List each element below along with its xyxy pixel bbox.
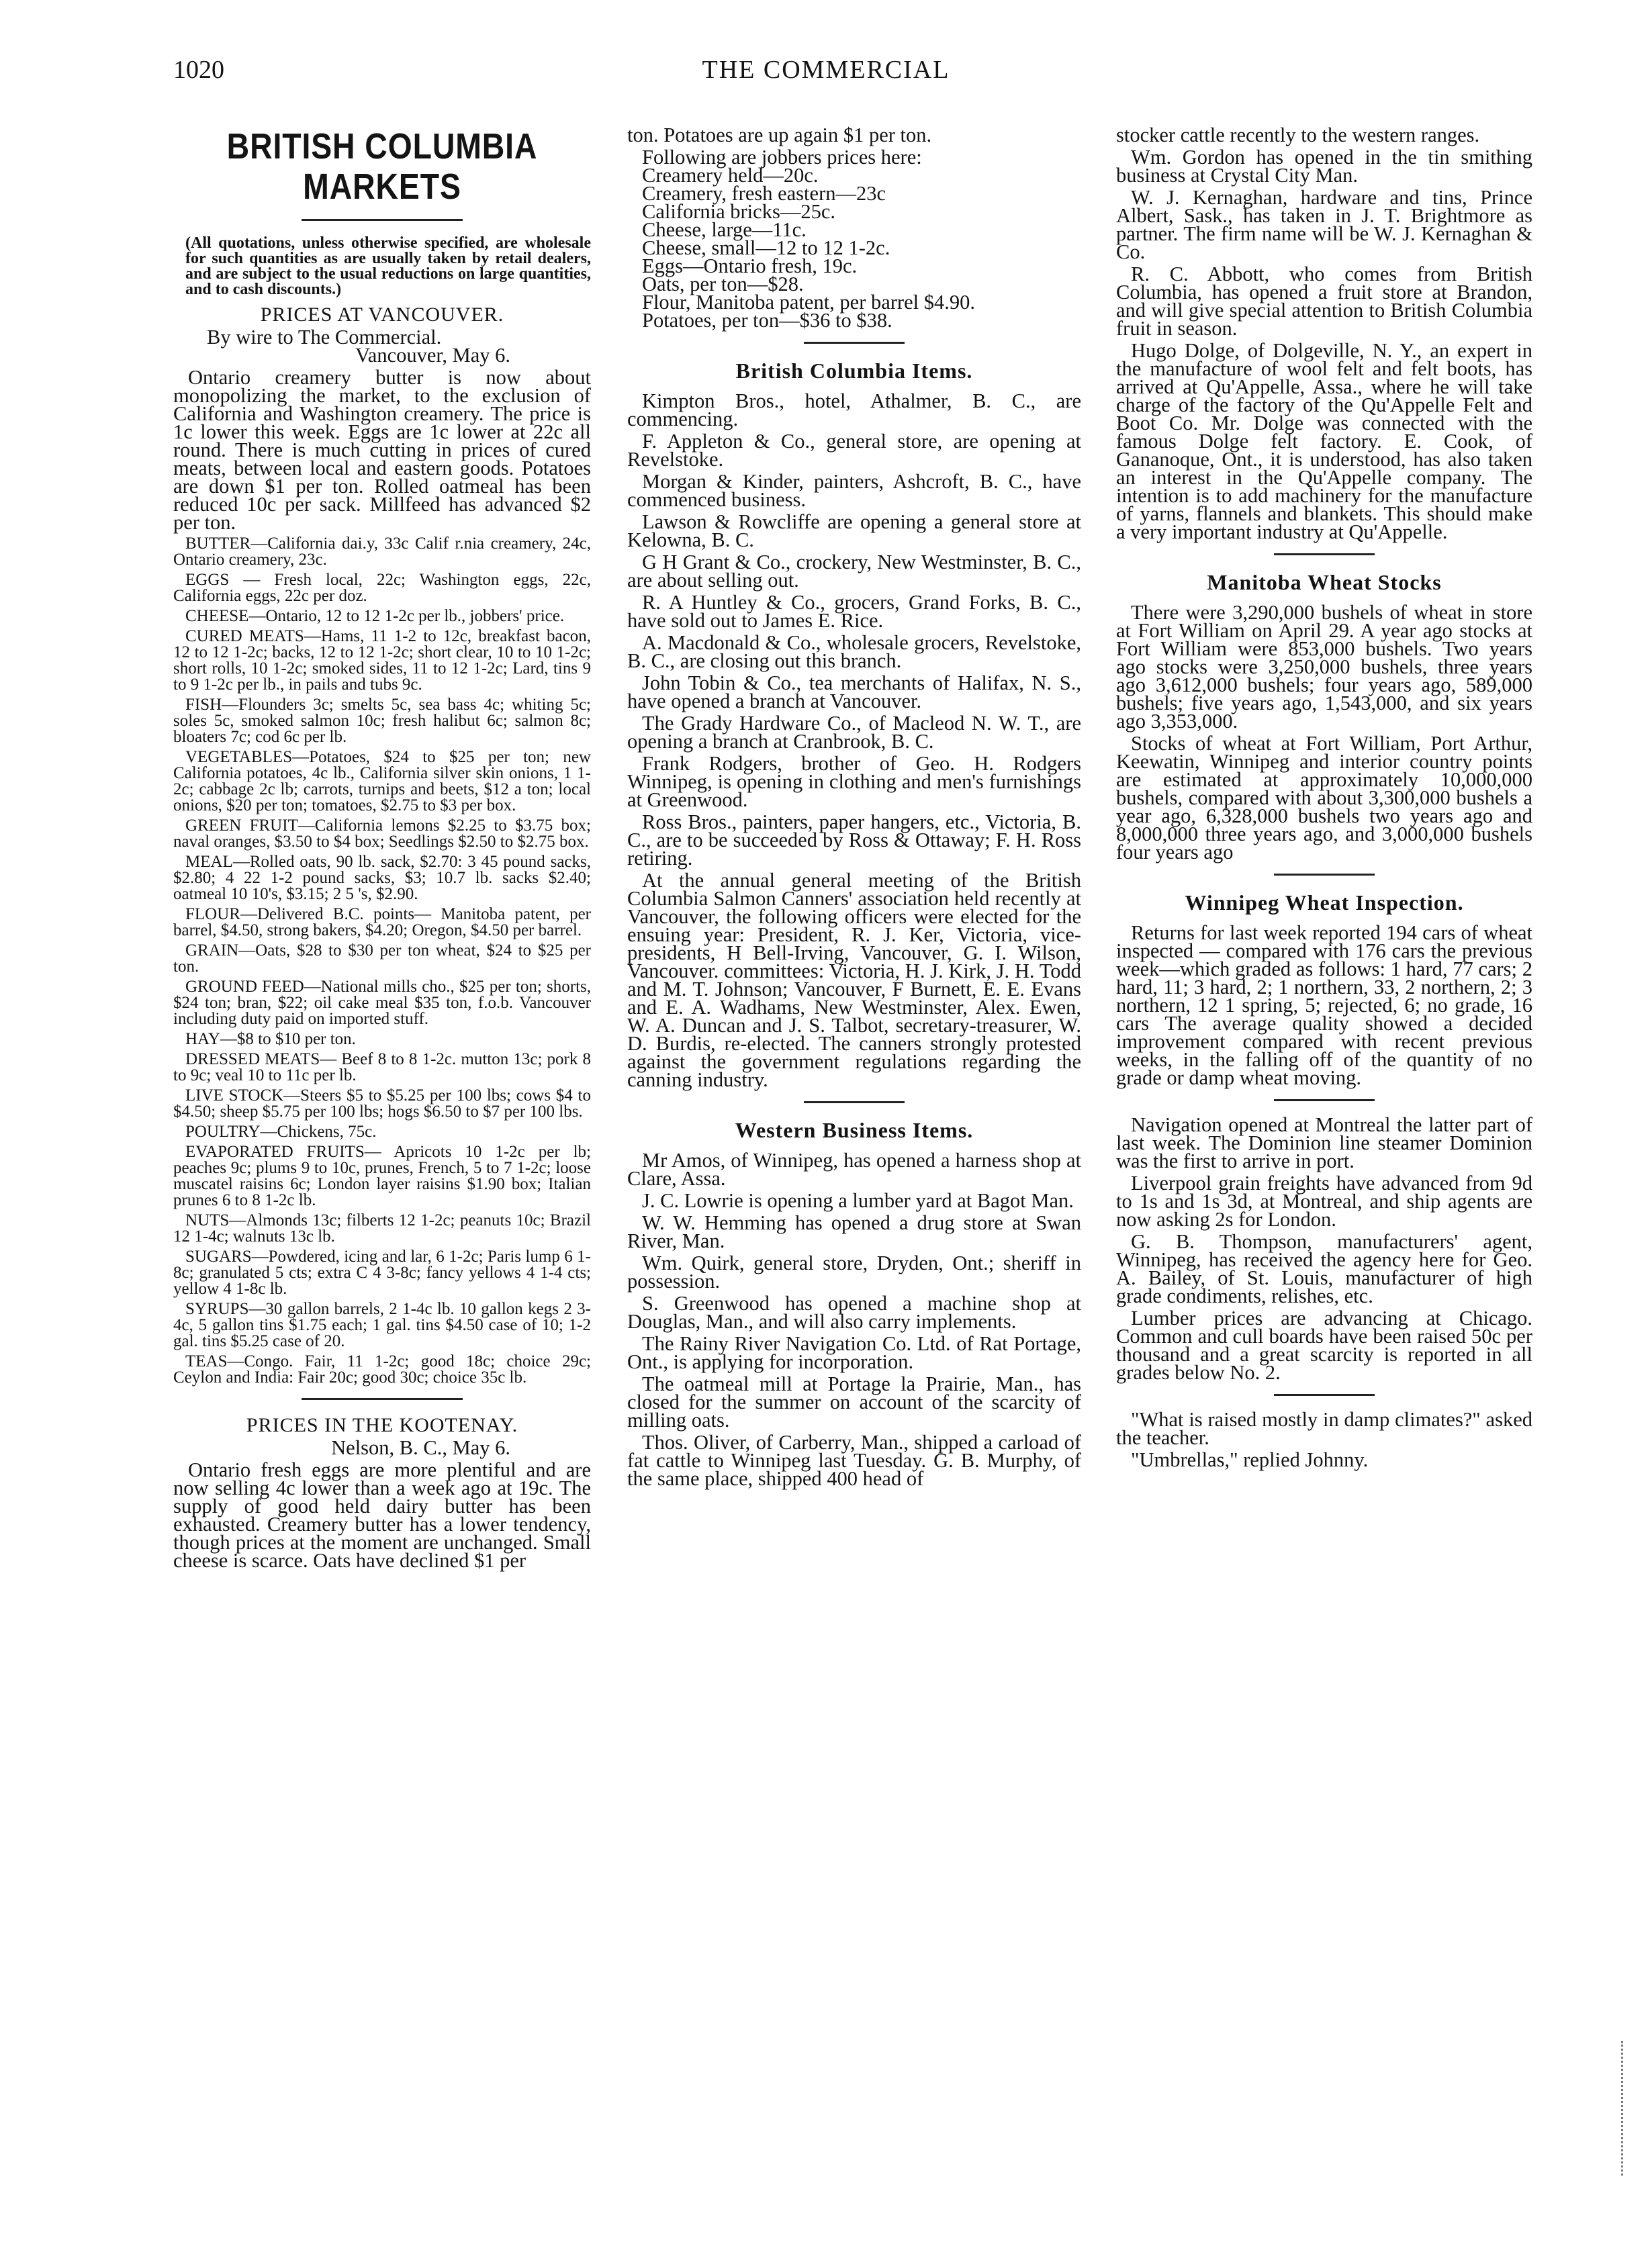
price-quote: GRAIN—Oats, $28 to $30 per ton wheat, $24 to $25 per ton. [173, 941, 591, 976]
news-item: Hugo Dolge, of Dolgeville, N. Y., an expert in the manufacture of wool felt and felt boots, has arrived at Qu'Appelle, Assa., where he will take charge of the factory of the Qu'Appelle Felt and Boot Co. Mr. Dolge was connected with the famous Dolge felt factory. E. Cook, of Gananoque, Ont., it is understood, has also taken an interest in the Qu'Appelle company. The intention is to add machinery for the manufacture of yarns, flannels and blankets. This should make a very important industry at Qu'Appelle. [1116, 339, 1532, 543]
wheat-stocks-heading: Manitoba Wheat Stocks [1207, 570, 1442, 594]
price-quote: FISH—Flounders 3c; smelts 5c, sea bass 4c; whiting 5c; soles 5c, smoked salmon 10c; fresh halibut 6c; salmon 8c; bloaters 7c; cod 6c per lb. [173, 696, 591, 746]
kootenay-heading: PRICES IN THE KOOTENAY. [246, 1414, 518, 1436]
news-item: Lawson & Rowcliffe are opening a general store at Kelowna, B. C. [627, 510, 1081, 551]
news-item: John Tobin & Co., tea merchants of Halifax, N. S., have opened a branch at Vancouver. [627, 671, 1081, 712]
news-item: The Rainy River Navigation Co. Ltd. of Rat Portage, Ont., is applying for incorporation. [627, 1332, 1081, 1373]
jobbers-line: Creamery held—20c. [642, 164, 819, 187]
jobbers-line: Oats, per ton—$28. [642, 273, 804, 295]
section-rule [1274, 874, 1375, 876]
kootenay-dateline [173, 1436, 591, 1459]
news-item: Ross Bros., painters, paper hangers, etc., Victoria, B. C., are to be succeeded by Ross & Ottaway; F. H. Ross retiring. [627, 810, 1081, 870]
vancouver-date: Vancouver, May 6. [355, 344, 510, 367]
kootenay-continuation: ton. Potatoes are up again $1 per ton. [627, 124, 932, 146]
news-item: R. C. Abbott, who comes from British Columbia, has opened a fruit store at Brandon, and will give special attention to British Columbia fruit in season. [1116, 263, 1532, 340]
price-quote: SYRUPS—30 gallon barrels, 2 1-4c lb. 10 gallon kegs 2 3-4c, 5 gallon tins $1.75 each; 1 gal. tins $4.50 case of 10; 1-2 gal. tins $5.25 case of 20. [173, 1300, 591, 1350]
price-quote: CHEESE—Ontario, 12 to 12 1-2c per lb., jobbers' price. [185, 607, 565, 625]
price-quote: FLOUR—Delivered B.C. points— Manitoba patent, per barrel, $4.50, strong bakers, $4.20; Oregon, $4.50 per barrel. [173, 905, 591, 939]
column-middle [627, 126, 1081, 1492]
price-quote: TEAS—Congo. Fair, 11 1-2c; good 18c; choice 29c; Ceylon and India: Fair 20c; good 30c; choice 35c lb. [173, 1352, 591, 1387]
column-left [173, 126, 591, 1574]
bc-items-heading: British Columbia Items. [735, 359, 973, 383]
price-quotes [173, 536, 591, 1386]
section-rule [302, 1398, 463, 1400]
vancouver-intro: Ontario creamery butter is now about monopolizing the market, to the exclusion of California and Washington creamery. The price is 1c lower this week. Eggs are 1c lower at 22c all round. There is much cutting in prices of cured meats, between local and eastern goods. Potatoes are down $1 per ton. Rolled oatmeal has been reduced 10c per sack. Millfeed has advanced $2 per ton. [173, 366, 591, 534]
wheat-stocks-paragraph: Stocks of wheat at Fort William, Port Arthur, Keewatin, Winnipeg and interior country points are estimated at approximately 10,000,000 bushels, compared with about 3,300,000 bushels a year ago, 6,328,000 bushels two years ago and 8,000,000 three years ago, and 3,000,000 bushels four years ago [1116, 732, 1532, 863]
jobbers-line: Potatoes, per ton—$36 to $38. [642, 309, 892, 332]
jobbers-line: California bricks—25c. [642, 200, 835, 223]
price-quote: GROUND FEED—National mills cho., $25 per ton; shorts, $24 ton; bran, $22; oil cake meal $35 ton, f.o.b. Vancouver including duty paid on imported stuff. [173, 978, 591, 1028]
joke-question: "What is raised mostly in damp climates?" asked the teacher. [1116, 1408, 1532, 1449]
news-item: W. J. Kernaghan, hardware and tins, Prince Albert, Sask., has taken in J. T. Brightmore as partner. The firm name will be W. J. Kernaghan & Co. [1116, 186, 1532, 263]
price-quote: GREEN FRUIT—California lemons $2.25 to $3.75 box; naval oranges, $3.50 to $4 box; Seedlings $2.50 to $2.75 box. [173, 816, 591, 851]
wheat-stocks-paragraph: There were 3,290,000 bushels of wheat in store at Fort William on April 29. A year ago stocks at Fort William were 853,000 bushels. Two years ago stocks were 3,250,000 bushels, three years ago 3,612,000 bushels; four years ago, 589,000 bushels; five years ago, 1,543,000, and six years ago 3,353,000. [1116, 601, 1532, 733]
news-item: F. Appleton & Co., general store, are opening at Revelstoke. [627, 430, 1081, 471]
page-header [0, 55, 1652, 95]
section-rule [1274, 1099, 1375, 1101]
price-quote: DRESSED MEATS— Beef 8 to 8 1-2c. mutton 13c; pork 8 to 9c; veal 10 to 11c per lb. [173, 1050, 591, 1084]
news-item: Navigation opened at Montreal the latter part of last week. The Dominion line steamer Dominion was the first to arrive in port. [1116, 1113, 1532, 1172]
price-quote: EGGS — Fresh local, 22c; Washington eggs, 22c, California eggs, 22c per doz. [173, 571, 591, 605]
wheat-inspection-text: Returns for last week reported 194 cars of wheat inspected — compared with 176 cars the previous week—which graded as follows: 1 hard, 77 cars; 2 hard, 11; 3 hard, 2; 1 northern, 33, 2 northern, 2; 3 northern, 12 1 spring, 5; rejected, 6; no grade, 16 cars The average quality showed a decided improvement compared with recent previous weeks, in the falling off of the quantity of no grade or damp wheat moving. [1116, 921, 1532, 1089]
quotations-note: (All quotations, unless otherwise specified, are wholesale for such quantities as are usually taken by retail dealers, and are subject to the usual reductions on large quantities, and to cash discounts.) [185, 234, 591, 298]
news-item: Thos. Oliver, of Carberry, Man., shipped a carload of fat cattle to Winnipeg last Tuesday. G. B. Murphy, of the same place, shipped 400 head of [627, 1431, 1081, 1490]
kootenay-text: Ontario fresh eggs are more plentiful and are now selling 4c lower than a week ago at 19c. The supply of good held dairy butter has been exhausted. Creamery butter has a lower tendency, though prices at the moment are unchanged. Small cheese is scarce. Oats have declined $1 per [173, 1458, 591, 1572]
news-item: Mr Amos, of Winnipeg, has opened a harness shop at Clare, Assa. [627, 1149, 1081, 1190]
jobbers-line: Cheese, large—11c. [642, 218, 807, 241]
news-item: G. B. Thompson, manufacturers' agent, Winnipeg, has received the agency here for Geo. A. Bailey, of St. Louis, manufacturer of high grade condiments, relishes, etc. [1116, 1230, 1532, 1307]
news-item: The Grady Hardware Co., of Macleod N. W. T., are opening a branch at Cranbrook, B. C. [627, 712, 1081, 753]
price-quote: HAY—$8 to $10 per ton. [185, 1030, 356, 1048]
margin-speckle [1621, 2041, 1626, 2176]
news-item: Lumber prices are advancing at Chicago. Common and cull boards have been raised 50c per thousand and a great scarcity is reported in all grades below No. 2. [1116, 1307, 1532, 1384]
column-right [1116, 126, 1532, 1473]
wheat-inspection-heading: Winnipeg Wheat Inspection. [1185, 890, 1464, 915]
news-item: W. W. Hemming has opened a drug store at Swan River, Man. [627, 1211, 1081, 1252]
jobbers-line: Creamery, fresh eastern—23c [642, 182, 886, 205]
markets-heading: BRITISH COLUMBIA MARKETS [226, 126, 538, 207]
price-quote: EVAPORATED FRUITS— Apricots 10 1-2c per lb; peaches 9c; plums 9 to 10c, prunes, French, 5 to 7 1-2c; loose muscatel raisins 6c; London layer raisins $1.90 box; Italian prunes 6 to 8 1-2c lb. [173, 1143, 591, 1209]
wire-byline: By wire to The Commercial. [207, 326, 442, 348]
jobbers-prices [627, 148, 1081, 330]
price-quote: NUTS—Almonds 13c; filberts 12 1-2c; peanuts 10c; Brazil 12 1-4c; walnuts 13c lb. [173, 1211, 591, 1246]
news-item: The oatmeal mill at Portage la Prairie, Man., has closed for the summer on account of the scarcity of milling oats. [627, 1372, 1081, 1432]
news-item: G H Grant & Co., crockery, New Westminster, B. C., are about selling out. [627, 551, 1081, 592]
vancouver-heading: PRICES AT VANCOUVER. [260, 303, 504, 326]
section-rule [1274, 553, 1375, 555]
news-item: J. C. Lowrie is opening a lumber yard at Bagot Man. [642, 1189, 1074, 1212]
news-item: R. A Huntley & Co., grocers, Grand Forks, B. C., have sold out to James E. Rice. [627, 591, 1081, 632]
price-quote: POULTRY—Chickens, 75c. [185, 1123, 377, 1141]
news-item: Frank Rodgers, brother of Geo. H. Rodgers Winnipeg, is opening in clothing and men's furnishings at Greenwood. [627, 752, 1081, 811]
vancouver-dateline [173, 328, 591, 365]
price-quote: CURED MEATS—Hams, 11 1-2 to 12c, breakfast bacon, 12 to 12 1-2c; backs, 12 to 12 1-2c; short clear, 10 to 10 1-2c; short rolls, 10 1-2c; smoked sides, 11 to 12 1-2c; Lard, tins 9 to 9 1-2c per lb., in pails and tubs 9c. [173, 627, 591, 694]
news-item: Morgan & Kinder, painters, Ashcroft, B. C., have commenced business. [627, 470, 1081, 511]
price-quote: VEGETABLES—Potatoes, $24 to $25 per ton; new California potatoes, 4c lb., California silver skin onions, 1 1-2c; cabbage 2c lb; carrots, turnips and beets, $12 a ton; local onions, $20 per ton; tomatoes, $2.75 to $3 per box. [173, 748, 591, 814]
publication-title: THE COMMERCIAL [702, 56, 950, 84]
news-item: Liverpool grain freights have advanced from 9d to 1s and 1s 3d, at Montreal, and ship agents are now asking 2s for London. [1116, 1172, 1532, 1231]
jobbers-line: Cheese, small—12 to 12 1-2c. [642, 236, 890, 259]
kootenay-date: Nelson, B. C., May 6. [331, 1436, 510, 1459]
jobbers-line: Eggs—Ontario fresh, 19c. [642, 254, 858, 277]
section-rule [1274, 1394, 1375, 1396]
price-quote: BUTTER—California dai.y, 33c Calif r.nia creamery, 24c, Ontario creamery, 23c. [173, 534, 591, 569]
western-items-heading: Western Business Items. [735, 1118, 974, 1142]
news-item: A. Macdonald & Co., wholesale grocers, Revelstoke, B. C., are closing out this branch. [627, 631, 1081, 672]
price-quote: SUGARS—Powdered, icing and lar, 6 1-2c; Paris lump 6 1-8c; granulated 5 cts; extra C 4 3-8c; fancy yellows 4 1-4 cts; yellow 4 1-8c lb. [173, 1248, 591, 1298]
jobbers-line: Flour, Manitoba patent, per barrel $4.90. [642, 291, 975, 314]
joke-answer: "Umbrellas," replied Johnny. [1131, 1448, 1369, 1471]
jobbers-line: Following are jobbers prices here: [642, 146, 922, 169]
price-quote: LIVE STOCK—Steers $5 to $5.25 per 100 lbs; cows $4 to $4.50; sheep $5.75 per 100 lbs; hogs $6.50 to $7 per 100 lbs. [173, 1086, 591, 1121]
cattle-continuation: stocker cattle recently to the western ranges. [1116, 124, 1480, 146]
section-rule [804, 1101, 905, 1103]
heading-rule [302, 219, 463, 221]
price-quote: MEAL—Rolled oats, 90 lb. sack, $2.70: 3 45 pound sacks, $2.80; 4 22 1-2 pound sacks, $3; 10.7 lb. sacks $2.40; oatmeal 10 10's, $3.15; 2 5 's, $2.90. [173, 853, 591, 903]
news-item: Kimpton Bros., hotel, Athalmer, B. C., are commencing. [627, 389, 1081, 430]
page-number: 1020 [173, 56, 224, 84]
news-item: At the annual general meeting of the British Columbia Salmon Canners' association held recently at Vancouver, the following officers were elected for the ensuing year: President, R. J. Ker, Victoria, vice-presidents, H Bell-Irving, Vancouver, G. I. Wilson, Vancouver. committees: Victoria, H. J. Kirk, J. H. Todd and M. T. Johnson; Vancouver, F Burnett, E. E. Evans and E. A. Wadhams, New Westminster, Alex. Ewen, W. A. Duncan and J. S. Talbot, secretary-treasurer, W. D. Burdis, re-elected. The canners strongly protested against the government regulations regarding the canning industry. [627, 869, 1081, 1091]
news-item: Wm. Gordon has opened in the tin smithing business at Crystal City Man. [1116, 146, 1532, 187]
section-rule [804, 342, 905, 344]
news-item: Wm. Quirk, general store, Dryden, Ont.; sheriff in possession. [627, 1252, 1081, 1293]
news-item: S. Greenwood has opened a machine shop at Douglas, Man., and will also carry implements. [627, 1292, 1081, 1333]
